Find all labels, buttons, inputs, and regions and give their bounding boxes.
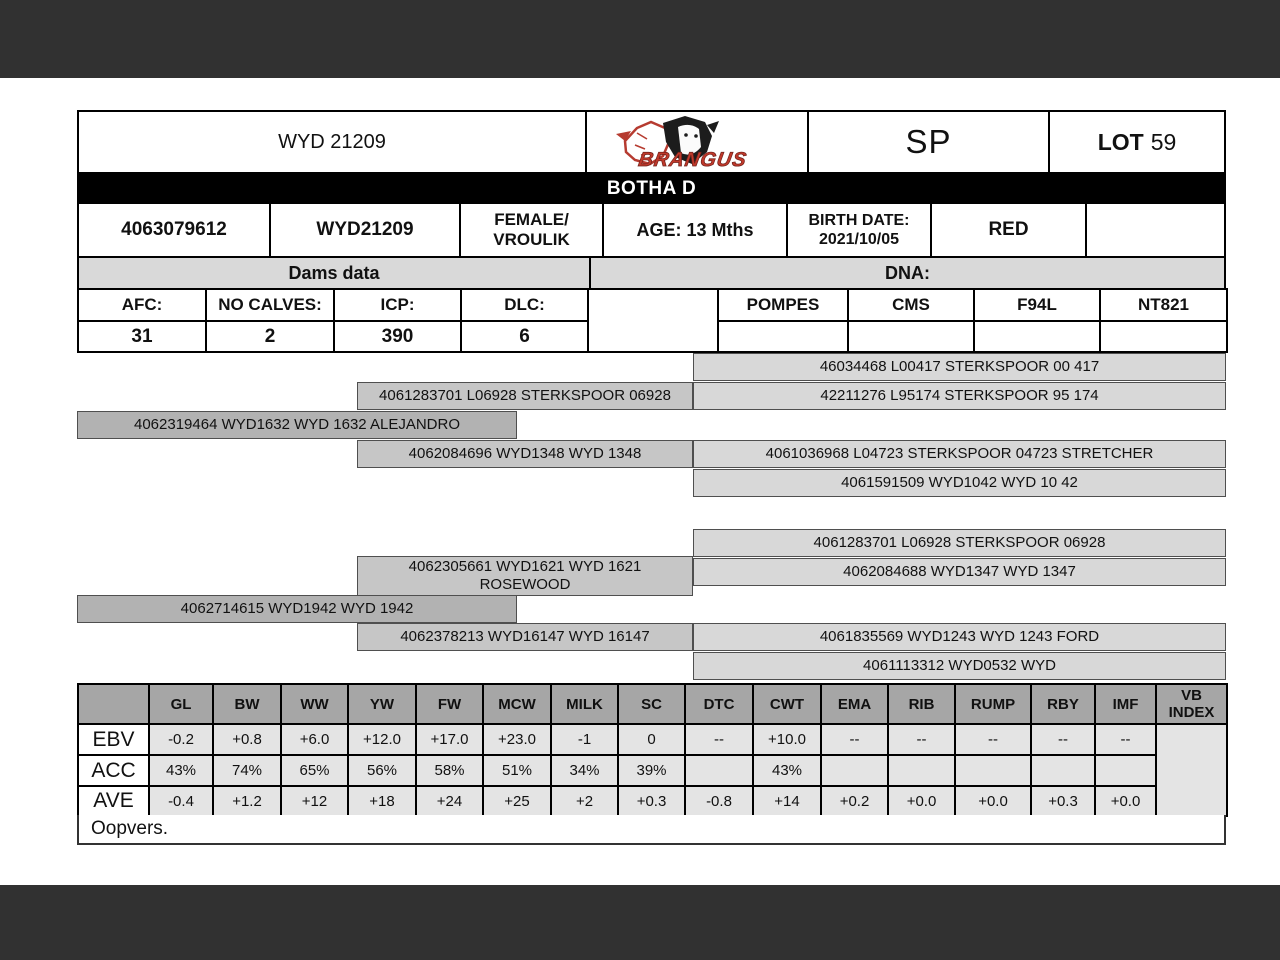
ebv-cell: +18 [348,786,416,816]
dna-test-nt821: NT821 [1100,289,1227,321]
ebv-cell: 51% [483,755,551,786]
ebv-row-label: AVE [78,786,149,816]
ebv-cell: +2 [551,786,618,816]
pedigree-box: 4061283701 L06928 STERKSPOOR 06928 [357,382,693,410]
ebv-col-header: YW [348,684,416,724]
pedigree-box [357,556,693,596]
animal-info-row [77,204,1226,258]
afc-value: 31 [78,321,206,352]
vb-index-line1: VB [1181,687,1202,704]
header-strip [77,110,1226,174]
ebv-cell: +12 [281,786,348,816]
lot-cell [1048,112,1224,172]
ebv-cell: -- [955,724,1031,755]
ebv-col-header: WW [281,684,348,724]
ebv-cell: +0.8 [213,724,281,755]
ebv-cell: +1.2 [213,786,281,816]
ebv-cell: -0.8 [685,786,753,816]
birth-date-cell [786,204,930,256]
ebv-cell: +0.0 [955,786,1031,816]
ebv-cell: 58% [416,755,483,786]
pedigree-box: 4061036968 L04723 STERKSPOOR 04723 STRETCHER [693,440,1226,468]
pedigree-box: 4061835569 WYD1243 WYD 1243 FORD [693,623,1226,651]
tag-number: WYD21209 [269,204,459,256]
ebv-col-header: RBY [1031,684,1095,724]
lot-label: LOT [1097,128,1144,155]
ebv-cell: 34% [551,755,618,786]
ebv-col-header: MILK [551,684,618,724]
ebv-cell: 65% [281,755,348,786]
pedigree-box: 4062378213 WYD16147 WYD 16147 [357,623,693,651]
ebv-cell: -- [685,724,753,755]
dna-test-cms: CMS [848,289,974,321]
ebv-col-header: RUMP [955,684,1031,724]
no-calves-value: 2 [206,321,334,352]
dna-spacer-cell [588,289,718,352]
dlc-value: 6 [461,321,588,352]
ebv-cell: +0.3 [1031,786,1095,816]
pedigree-box: 4061591509 WYD1042 WYD 10 42 [693,469,1226,497]
pedigree-box: 42211276 L95174 STERKSPOOR 95 174 [693,382,1226,410]
ebv-col-header: BW [213,684,281,724]
dna-value-nt821 [1100,321,1227,352]
ebv-cell: -1 [551,724,618,755]
ebv-col-header: MCW [483,684,551,724]
ebv-cell: -0.4 [149,786,213,816]
ebv-cell: +10.0 [753,724,821,755]
ebv-cell: +24 [416,786,483,816]
dams-dna-table [77,288,1228,353]
ebv-cell: +6.0 [281,724,348,755]
age-cell: AGE: 13 Mths [602,204,786,256]
pedigree-box-sire: 4062319464 WYD1632 WYD 1632 ALEJANDRO [77,411,517,439]
ebv-cell [685,755,753,786]
top-frame-bar [0,0,1280,78]
pedigree-box-text: 4062305661 WYD1621 WYD 1621 ROSEWOOD [408,558,642,593]
pedigree-box: 4061283701 L06928 STERKSPOOR 06928 [693,529,1226,557]
brangus-logo-icon [611,113,783,171]
vb-index-value-cell [1156,724,1227,816]
ebv-col-header: CWT [753,684,821,724]
ebv-col-header: FW [416,684,483,724]
ebv-cell [888,755,955,786]
pedigree-box-dam: 4062714615 WYD1942 WYD 1942 [77,595,517,623]
lot-number: 59 [1150,128,1177,155]
sex-line1: FEMALE/ [494,210,569,229]
ebv-col-header: DTC [685,684,753,724]
ebv-cell: 39% [618,755,685,786]
birth-date-value: 2021/10/05 [818,231,900,248]
ebv-cell [1031,755,1095,786]
dna-value-f94l [974,321,1100,352]
classification-code: SP [807,112,1048,172]
ebv-col-header: IMF [1095,684,1156,724]
sex-line2: VROULIK [493,230,570,249]
icp-value: 390 [334,321,461,352]
ebv-cell: -0.2 [149,724,213,755]
pedigree-chart [77,351,1226,683]
animal-code: WYD 21209 [278,130,386,153]
ebv-cell: +17.0 [416,724,483,755]
colour-cell: RED [930,204,1085,256]
empty-info-cell [1085,204,1224,256]
dams-data-header: Dams data [79,258,589,288]
ebv-cell: +14 [753,786,821,816]
dna-value-pompes [718,321,848,352]
pedigree-box: 46034468 L00417 STERKSPOOR 00 417 [693,353,1226,381]
ebv-corner-cell [78,684,149,724]
birth-date-label: BIRTH DATE: [808,212,910,229]
ebv-cell: 43% [149,755,213,786]
ebv-cell: +12.0 [348,724,416,755]
pedigree-box: 4062084696 WYD1348 WYD 1348 [357,440,693,468]
ebv-cell [1095,755,1156,786]
ebv-cell [955,755,1031,786]
ebv-cell: +23.0 [483,724,551,755]
ebv-cell: 74% [213,755,281,786]
footer-note: Oopvers. [77,815,1226,845]
ebv-cell: -- [821,724,888,755]
section-headers [77,258,1226,288]
ebv-cell: +0.0 [888,786,955,816]
logo-cell [585,112,807,172]
ebv-row-label: EBV [78,724,149,755]
ebv-table [77,683,1228,817]
ebv-cell: +0.3 [618,786,685,816]
ebv-cell [821,755,888,786]
bottom-frame-bar [0,885,1280,960]
ebv-cell: -- [1095,724,1156,755]
ebv-cell: 56% [348,755,416,786]
ebv-cell: 0 [618,724,685,755]
ebv-cell: +0.2 [821,786,888,816]
ebv-col-header: EMA [821,684,888,724]
afc-label: AFC: [78,289,206,321]
ebv-cell: -- [888,724,955,755]
dna-value-cms [848,321,974,352]
ebv-row-label: ACC [78,755,149,786]
ebv-col-header: SC [618,684,685,724]
sex-cell [459,204,602,256]
registration-number: 4063079612 [121,219,227,240]
ebv-cell: -- [1031,724,1095,755]
icp-label: ICP: [334,289,461,321]
pedigree-box: 4062084688 WYD1347 WYD 1347 [693,558,1226,586]
dlc-label: DLC: [461,289,588,321]
ebv-col-header: GL [149,684,213,724]
ebv-col-header-vb-index [1156,684,1227,724]
breeder-name-bar: BOTHA D [77,174,1226,204]
pedigree-box: 4061113312 WYD0532 WYD [693,652,1226,680]
ebv-cell: 43% [753,755,821,786]
vb-index-line2: INDEX [1168,704,1215,721]
dna-test-pompes: POMPES [718,289,848,321]
logo-wordmark: BRANGUS [636,149,749,171]
ebv-cell: +25 [483,786,551,816]
ebv-col-header: RIB [888,684,955,724]
ebv-cell: +0.0 [1095,786,1156,816]
dna-test-f94l: F94L [974,289,1100,321]
dna-header: DNA: [589,258,1224,288]
no-calves-label: NO CALVES: [206,289,334,321]
